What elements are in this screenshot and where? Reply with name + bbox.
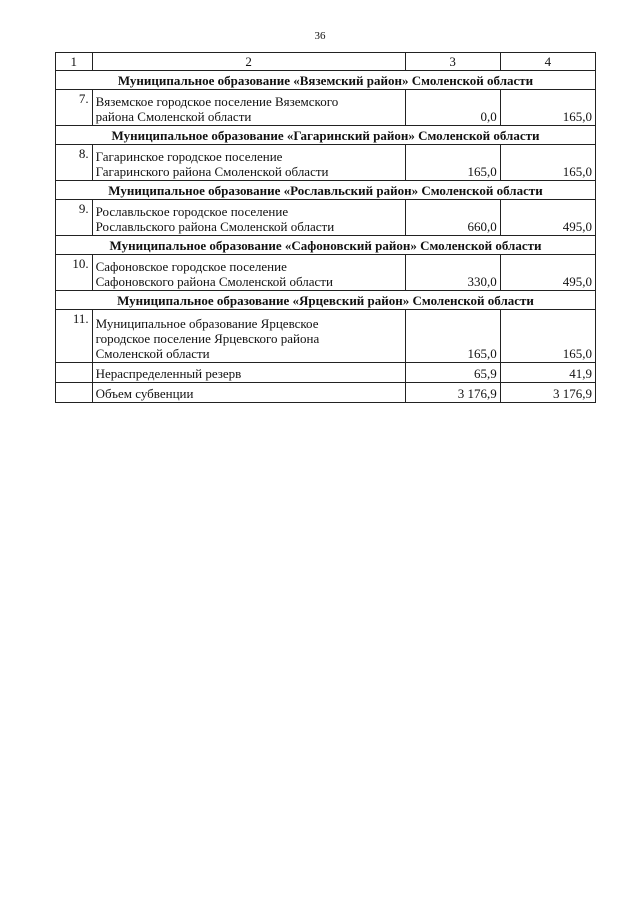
section-row: [56, 291, 596, 310]
row-name: [92, 310, 405, 363]
row-name-line: городское поселение Ярцевского района: [95, 331, 320, 346]
reserve-value-col3: 65,9: [405, 363, 500, 383]
total-value-col4: 3 176,9: [500, 383, 595, 403]
reserve-value-col4: 41,9: [500, 363, 595, 383]
row-name: [92, 145, 405, 181]
header-col-1: 1: [56, 53, 93, 71]
row-value-col4: 165,0: [500, 310, 595, 363]
section-title: Муниципальное образование «Рославльский район» Смоленской области: [56, 181, 596, 200]
table-row: [56, 145, 596, 181]
header-col-3: 3: [405, 53, 500, 71]
total-row: [56, 383, 596, 403]
table-row: [56, 255, 596, 291]
row-name-line: Рославльское городское поселение: [95, 204, 289, 219]
table-header-row: [56, 53, 596, 71]
row-number: 11.: [56, 310, 93, 363]
row-value-col4: 165,0: [500, 145, 595, 181]
row-name: [92, 255, 405, 291]
row-value-col3: 0,0: [405, 90, 500, 126]
section-title: Муниципальное образование «Гагаринский район» Смоленской области: [56, 126, 596, 145]
row-name: [92, 90, 405, 126]
row-value-col3: 165,0: [405, 310, 500, 363]
row-name-line: Гагаринского района Смоленской области: [95, 164, 329, 179]
row-name-line: Гагаринское городское поселение: [95, 149, 283, 164]
row-value-col3: 660,0: [405, 200, 500, 236]
row-name-line: Рославльского района Смоленской области: [95, 219, 335, 234]
row-value-col4: 495,0: [500, 200, 595, 236]
table-row: [56, 200, 596, 236]
section-row: [56, 71, 596, 90]
section-title: Муниципальное образование «Ярцевский район» Смоленской области: [56, 291, 596, 310]
row-name-line: Сафоновское городское поселение: [95, 259, 287, 274]
row-number-empty: [56, 363, 93, 383]
row-value-col3: 165,0: [405, 145, 500, 181]
row-number: 8.: [56, 145, 93, 181]
row-number: 10.: [56, 255, 93, 291]
row-name-line: Вяземское городское поселение Вяземского: [95, 94, 339, 109]
row-value-col3: 330,0: [405, 255, 500, 291]
row-value-col4: 495,0: [500, 255, 595, 291]
row-number: 9.: [56, 200, 93, 236]
header-col-2: 2: [92, 53, 405, 71]
row-name-line: Муниципальное образование Ярцевское: [95, 316, 319, 331]
section-row: [56, 181, 596, 200]
section-title: Муниципальное образование «Вяземский район» Смоленской области: [56, 71, 596, 90]
reserve-row: [56, 363, 596, 383]
section-row: [56, 126, 596, 145]
total-value-col3: 3 176,9: [405, 383, 500, 403]
row-name-line: Сафоновского района Смоленской области: [95, 274, 333, 289]
row-name-line: района Смоленской области: [95, 109, 252, 124]
row-name: [92, 200, 405, 236]
table-row: [56, 310, 596, 363]
section-title: Муниципальное образование «Сафоновский район» Смоленской области: [56, 236, 596, 255]
section-row: [56, 236, 596, 255]
subvention-table: [55, 52, 596, 403]
row-number: 7.: [56, 90, 93, 126]
total-label: Объем субвенции: [92, 383, 405, 403]
table-row: [56, 90, 596, 126]
page-number: 36: [314, 30, 326, 42]
header-col-4: 4: [500, 53, 595, 71]
reserve-label: Нераспределенный резерв: [92, 363, 405, 383]
row-value-col4: 165,0: [500, 90, 595, 126]
row-name-line: Смоленской области: [95, 346, 210, 361]
row-number-empty: [56, 383, 93, 403]
